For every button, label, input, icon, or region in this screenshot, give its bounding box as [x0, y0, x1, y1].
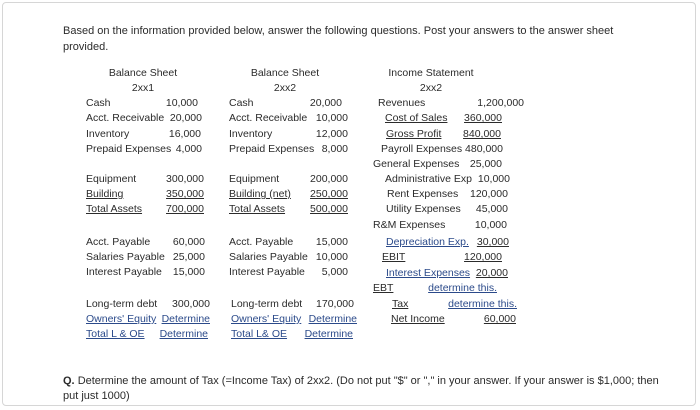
is-cos-value: 360,000	[464, 112, 502, 124]
bs1-equip-label: Equipment	[86, 173, 137, 185]
bs2-equip-label: Equipment	[229, 173, 280, 185]
bs1-tloe-value: Determine	[159, 328, 208, 340]
bs1-equip-value: 300,000	[166, 173, 204, 185]
is-intexp-label: Interest Expenses	[386, 267, 471, 279]
is-intexp-value: 20,000	[475, 267, 508, 279]
intro-text: Based on the information provided below, answer the following questions. Post your answers to the answer sheet provided.	[63, 25, 614, 53]
is-dep-value: 30,000	[476, 236, 509, 248]
bs1-sal-value: 25,000	[172, 251, 205, 263]
is-admin-value: 10,000	[477, 173, 510, 185]
bs1-ltd-value: 300,000	[172, 298, 210, 310]
is-general-label: General Expenses	[373, 158, 460, 170]
bs1-prepaid-value: 4,000	[175, 143, 202, 155]
bs2-ar-value: 10,000	[315, 112, 348, 124]
is-ni-label: Net Income	[391, 313, 445, 325]
bs2-tloe-label: Total L& OE	[231, 328, 288, 340]
is-util-value: 45,000	[475, 203, 508, 215]
bs1-cash-value: 10,000	[165, 97, 198, 109]
bs1-tloe-label: Total L & OE	[86, 328, 145, 340]
bs2-ltd-label: Long-term debt	[231, 298, 303, 310]
bs2-tloe-value: Determine	[304, 328, 353, 340]
is-ebt-label: EBT	[373, 282, 394, 294]
bs2-sal-value: 10,000	[315, 251, 348, 263]
question-body: Determine the amount of Tax (=Income Tax) of 2xx2. (Do not put "$" or "," in your answer. If your answer is $1,000; then put just 1000)	[63, 375, 659, 402]
bs1-ltd-label: Long-term debt	[86, 298, 158, 310]
bs1-int-label: Interest Payable	[86, 266, 162, 278]
is-payroll-label: Payroll Expenses	[381, 143, 463, 155]
bs2-prepaid-label: Prepaid Expenses	[229, 143, 315, 155]
bs2-oe-label: Owners' Equity	[231, 313, 302, 325]
question-prefix: Q.	[63, 375, 75, 387]
bs2-cash-label: Cash	[229, 97, 254, 109]
is-rnd-value: 10,000	[474, 219, 507, 231]
bs1-prepaid-label: Prepaid Expenses	[86, 143, 172, 155]
bs2-bldg-value: 250,000	[310, 188, 348, 200]
is-gp-label: Gross Profit	[386, 128, 442, 140]
bs2-ar-label: Acct. Receivable	[229, 112, 308, 124]
bs2-prepaid-value: 8,000	[321, 143, 348, 155]
is-rev-value: 1,200,000	[477, 97, 524, 109]
is-tax-label: Tax	[392, 298, 409, 310]
is-rent-label: Rent Expenses	[387, 188, 459, 200]
bs2-ap-label: Acct. Payable	[229, 236, 294, 248]
bs1-ar-value: 20,000	[169, 112, 202, 124]
is-general-value: 25,000	[469, 158, 502, 170]
is-cos-label: Cost of Sales	[385, 112, 448, 124]
is-ebit-label: EBIT	[382, 251, 406, 263]
bs1-int-value: 15,000	[172, 266, 205, 278]
is-rev-label: Revenues	[378, 97, 426, 109]
is-ebit-value: 120,000	[464, 251, 502, 263]
bs2-inv-label: Inventory	[229, 128, 273, 140]
is-title: Income Statement	[388, 67, 474, 79]
bs1-bldg-value: 350,000	[166, 188, 204, 200]
question-text	[63, 374, 663, 404]
is-rnd-label: R&M Expenses	[373, 219, 446, 231]
is-tax-value: determine this.	[448, 298, 517, 310]
bs2-oe-value: Determine	[308, 313, 357, 325]
bs2-title: Balance Sheet	[250, 67, 320, 79]
bs2-cash-value: 20,000	[309, 97, 342, 109]
is-rent-value: 120,000	[470, 188, 508, 200]
is-admin-label: Administrative Exp	[385, 173, 472, 185]
bs1-ar-label: Acct. Receivable	[86, 112, 165, 124]
bs2-ta-value: 500,000	[310, 203, 348, 215]
bs2-year: 2xx2	[273, 82, 297, 94]
bs2-ltd-value: 170,000	[316, 298, 354, 310]
bs1-year: 2xx1	[131, 82, 155, 94]
bs1-oe-value: Determine	[161, 313, 210, 325]
bs2-sal-label: Salaries Payable	[229, 251, 308, 263]
bs1-cash-label: Cash	[86, 97, 111, 109]
bs1-ta-label: Total Assets	[86, 203, 143, 215]
bs2-equip-value: 200,000	[310, 173, 348, 185]
bs1-ap-value: 60,000	[172, 236, 205, 248]
is-payroll-value: 480,000	[465, 143, 503, 155]
is-gp-value: 840,000	[463, 128, 501, 140]
is-year: 2xx2	[419, 82, 443, 94]
bs1-ta-value: 700,000	[166, 203, 204, 215]
bs1-sal-label: Salaries Payable	[86, 251, 165, 263]
bs2-int-value: 5,000	[321, 266, 348, 278]
bs1-bldg-label: Building	[86, 188, 124, 200]
is-util-label: Utility Expenses	[386, 203, 461, 215]
bs2-ap-value: 15,000	[315, 236, 348, 248]
bs1-ap-label: Acct. Payable	[86, 236, 151, 248]
is-dep-label: Depreciation Exp.	[386, 236, 469, 248]
is-ni-value: 60,000	[483, 313, 516, 325]
bs2-bldg-label: Building (net)	[229, 188, 291, 200]
bs1-oe-label: Owners' Equity	[86, 313, 157, 325]
is-ebt-value: determine this.	[428, 282, 497, 294]
bs2-inv-value: 12,000	[315, 128, 348, 140]
bs1-title: Balance Sheet	[108, 67, 178, 79]
bs2-int-label: Interest Payable	[229, 266, 305, 278]
bs1-inv-label: Inventory	[86, 128, 130, 140]
bs1-inv-value: 16,000	[168, 128, 201, 140]
bs2-ta-label: Total Assets	[229, 203, 286, 215]
